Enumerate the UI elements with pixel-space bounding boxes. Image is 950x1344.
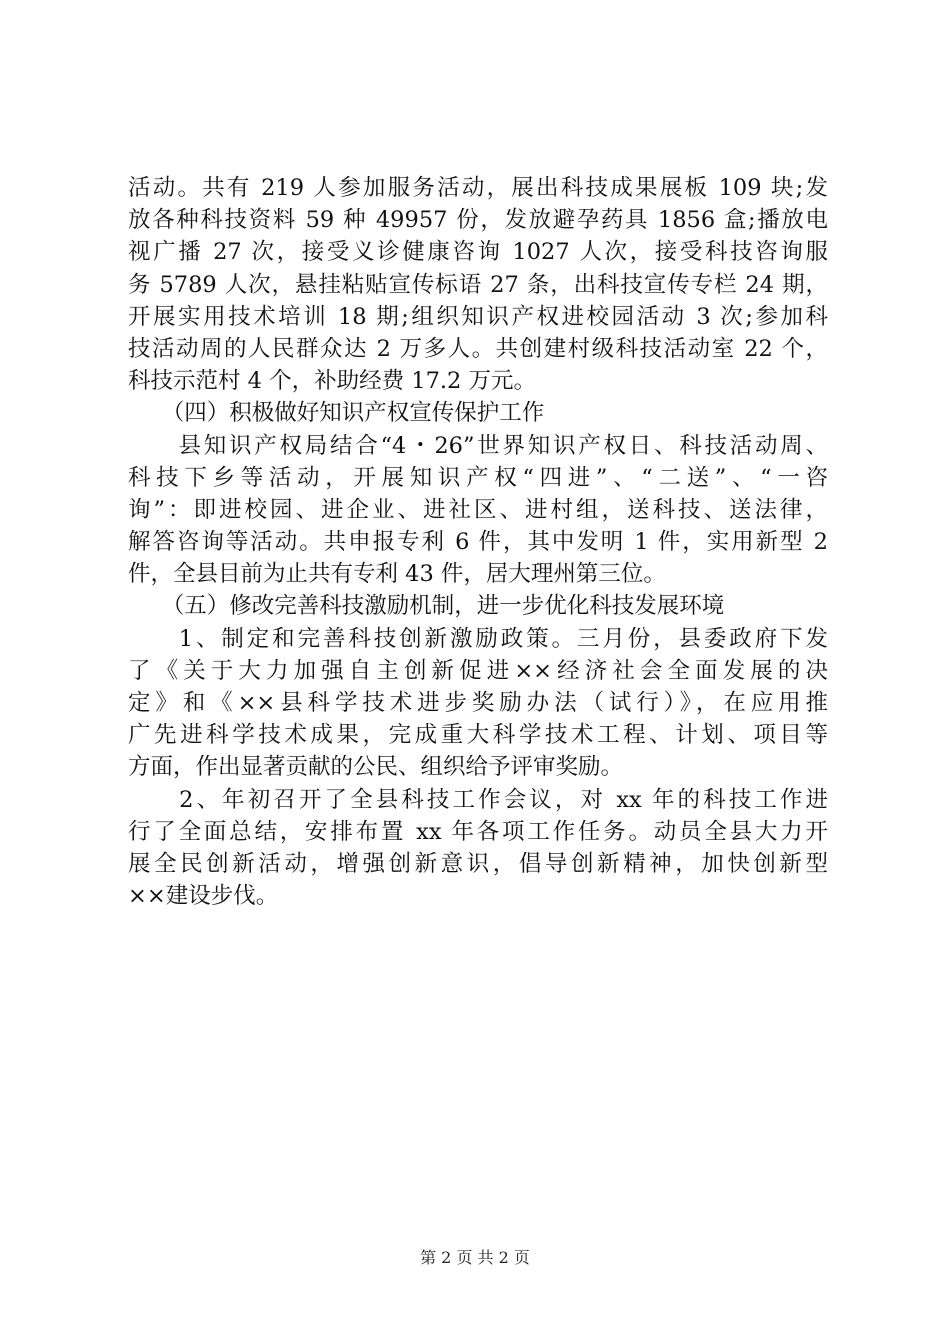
text-line: 活动。共有 219 人参加服务活动，展出科技成果展板 109 块;发 [128,175,828,201]
text-line: 行了全面总结，安排布置 xx 年各项工作任务。动员全县大力开 [128,818,828,845]
text-line: 解答咨询等活动。共申报专利 6 件，其中发明 1 件，实用新型 2 [128,529,828,556]
document-body [128,172,828,912]
text-line: 放各种科技资料 59 种 49957 份，发放避孕药具 1856 盒;播放电 [128,207,828,234]
page-number-footer: 第 2 页 共 2 页 [420,1248,530,1267]
text-line: 县知识产权局结合“4・26”世界知识产权日、科技活动周、 [128,432,828,459]
text-line: ××建设步伐。 [128,883,279,910]
text-line: 广先进科学技术成果，完成重大科学技术工程、计划、项目等 [128,722,828,749]
text-line: 科技下乡等活动，开展知识产权“四进”、“二送”、“一咨 [128,464,828,491]
text-line: 件，全县目前为止共有专利 43 件，居大理州第三位。 [128,561,666,588]
text-line: 技活动周的人民群众达 2 万多人。共创建村级科技活动室 22 个， [128,335,828,362]
text-line: 2、年初召开了全县科技工作会议，对 xx 年的科技工作进 [128,786,828,813]
text-line: 视广播 27 次，接受义诊健康咨询 1027 人次，接受科技咨询服 [128,239,828,266]
section-heading: （五）修改完善科技激励机制，进一步优化科技发展环境 [128,593,725,620]
text-line: 展全民创新活动，增强创新意识，倡导创新精神，加快创新型 [128,850,828,877]
text-line: 定》和《××县科学技术进步奖励办法（试行）》，在应用推 [128,690,828,716]
text-line: 开展实用技术培训 18 期;组织知识产权进校园活动 3 次;参加科 [128,303,828,330]
text-line: 询”：即进校园、进企业、进社区、进村组，送科技、送法律， [128,496,828,523]
text-line: 科技示范村 4 个，补助经费 17.2 万元。 [128,368,537,395]
text-line: 方面，作出显著贡献的公民、组织给予评审奖励。 [128,754,624,781]
text-line: 了《关于大力加强自主创新促进××经济社会全面发展的决 [128,657,828,684]
text-line: 务 5789 人次，悬挂粘贴宣传标语 27 条，出科技宣传专栏 24 期， [128,271,828,298]
text-line: 1、制定和完善科技创新激励政策。三月份，县委政府下发 [128,625,828,652]
section-heading: （四）积极做好知识产权宣传保护工作 [128,400,545,427]
